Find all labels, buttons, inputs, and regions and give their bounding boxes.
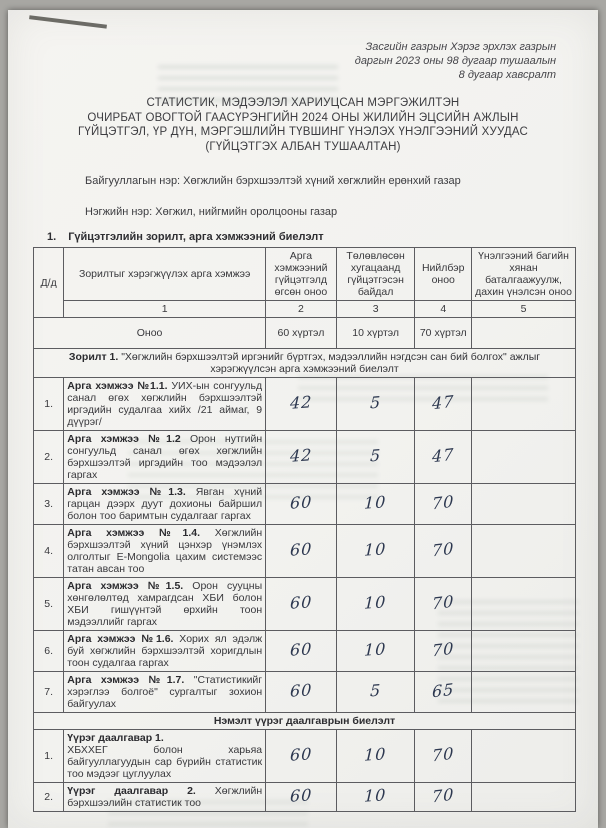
header-given-score: Арга хэмжээний гүйцэтгэлд өгсөн оноо: [266, 248, 337, 301]
handwritten-timely-score-cell: [336, 525, 415, 578]
handwritten-given-score-cell: [266, 431, 337, 484]
header-row: [34, 248, 576, 301]
header-reviewed-score: Үнэлгээний багийн хянан баталгаажуулж, дахин үнэлсэн оноо: [472, 248, 576, 301]
measure-text: Арга хэмжээ №1.3. Явган хүний гарцан дээрх дуут дохионы байршил болон тоо баримтын судалгааг гаргах: [64, 484, 266, 525]
measure-text: Арга хэмжээ №1.4. Хөгжлийн бэрхшээлтэй хүний цэнхэр үнэмлэх олголтыг E-Mongolia цахим системээс татан авсан тоо: [64, 525, 266, 578]
measure-lead: Арга хэмжээ №1.1.: [67, 380, 168, 392]
measure-lead: Арга хэмжээ №1.2: [67, 433, 181, 445]
column-number-row: [34, 301, 576, 318]
handwritten-timely-score-cell: [336, 484, 415, 525]
handwritten-timely-score: 10: [364, 492, 388, 513]
handwritten-total-score-cell: [415, 672, 472, 713]
score-row-label: Оноо: [34, 318, 266, 349]
column-number: 1: [64, 301, 266, 318]
handwritten-given-score: 60: [289, 680, 313, 701]
measure-row: [34, 783, 576, 812]
measure-row: [34, 378, 576, 431]
section-title: Гүйцэтгэлийн зорилт, арга хэмжээний биелэлт: [68, 231, 324, 243]
caption-lead: Зорилт 1.: [68, 351, 119, 363]
max-reviewed-score: [472, 318, 576, 349]
handwritten-given-score-cell: [266, 578, 337, 631]
measure-lead: Арга хэмжээ №1.5.: [67, 580, 184, 592]
measure-row: [34, 730, 576, 783]
section-1-heading: [8, 231, 598, 243]
reviewed-score-cell: [472, 783, 576, 812]
table-header: [34, 248, 576, 349]
handwritten-total-score: 65: [431, 679, 455, 702]
handwritten-timely-score-cell: [336, 431, 415, 484]
handwritten-given-score: 60: [289, 492, 313, 513]
row-number: 2.: [34, 783, 64, 812]
measure-text: Арга хэмжээ №1.2 Орон нутгийн сонгуульд санал өгөх хөгжлийн бэрхшээлтэй иргэдийн тоо мэдээлэл гаргах: [64, 431, 266, 484]
row-number: 1.: [34, 730, 64, 783]
handwritten-total-score: 70: [431, 491, 455, 514]
handwritten-total-score: 70: [431, 591, 455, 614]
handwritten-total-score-cell: [415, 578, 472, 631]
reviewed-score-cell: [472, 672, 576, 713]
header-no: Д/д: [34, 248, 64, 318]
section-caption-row: [34, 713, 576, 730]
handwritten-total-score-cell: [415, 730, 472, 783]
document-title: [8, 96, 598, 154]
max-timely-score: 10 хүртэл: [336, 318, 415, 349]
reviewed-score-cell: [472, 431, 576, 484]
handwritten-timely-score: 10: [364, 539, 388, 560]
section-number: 1.: [47, 231, 57, 243]
handwritten-timely-score: 5: [369, 445, 382, 466]
handwritten-total-score: 47: [431, 444, 455, 467]
title-line: ГҮЙЦЭТГЭЛ, ҮР ДҮН, МЭРГЭШЛИЙН ТҮВШИНГ ҮНЭЛЭХ ҮНЭЛГЭЭНИЙ ХУУДАС: [77, 126, 529, 138]
measure-text: Үүрэг даалгавар 2. Хөгжлийн бэрхшээлийн статистик тоо: [64, 783, 266, 812]
row-number: 3.: [34, 484, 64, 525]
handwritten-total-score-cell: [415, 484, 472, 525]
measure-row: [34, 578, 576, 631]
evaluation-table: [33, 247, 576, 812]
measure-lead: Арга хэмжээ №1.4.: [67, 527, 201, 539]
handwritten-given-score: 60: [289, 639, 313, 660]
paper-sheet: [8, 10, 598, 828]
measure-lead: Үүрэг даалгавар 2.: [67, 785, 196, 797]
handwritten-given-score: 60: [289, 744, 313, 765]
measure-text: Арга хэмжээ №1.6. Хорих ял эдэлж буй хөгжлийн бэрхшээлтэй хоригдлын тоон судалгаа гаргах: [64, 631, 266, 672]
column-number: 2: [266, 301, 337, 318]
handwritten-total-score-cell: [415, 631, 472, 672]
row-number: 2.: [34, 431, 64, 484]
handwritten-given-score-cell: [266, 525, 337, 578]
column-number: 5: [472, 301, 576, 318]
reviewed-score-cell: [472, 631, 576, 672]
handwritten-given-score-cell: [266, 631, 337, 672]
decree-line: Засгийн газрын Хэрэг эрхлэх газрын: [365, 41, 556, 53]
handwritten-timely-score-cell: [336, 578, 415, 631]
title-line: СТАТИСТИК, МЭДЭЭЛЭЛ ХАРИУЦСАН МЭРГЭЖИЛТЭН: [146, 97, 460, 109]
measure-text: Арга хэмжээ №1.5. Орон сууцны хөнгөлөлтөд хамрагдсан ХБИ болон ХБИ гишүүнтэй өрхийн тоон мэдээллийг гаргах: [64, 578, 266, 631]
row-number: 5.: [34, 578, 64, 631]
handwritten-timely-score-cell: [336, 730, 415, 783]
handwritten-timely-score-cell: [336, 783, 415, 812]
measure-lead: Арга хэмжээ №1.7.: [67, 674, 185, 686]
measure-text: Арга хэмжээ №1.7. "Статистикийг хэрэглээ болгоё" сургалтыг зохион байгуулах: [64, 672, 266, 713]
handwritten-timely-score: 10: [364, 592, 388, 613]
max-score-row: [34, 318, 576, 349]
decree-line: даргын 2023 оны 98 дугаар тушаалын: [354, 55, 556, 67]
reviewed-score-cell: [472, 525, 576, 578]
handwritten-timely-score: 5: [369, 680, 382, 701]
page-content: [8, 10, 598, 812]
reviewed-score-cell: [472, 378, 576, 431]
handwritten-given-score-cell: [266, 730, 337, 783]
column-number: 3: [336, 301, 415, 318]
handwritten-total-score: 70: [431, 638, 455, 661]
organization-name-line: Байгууллагын нэр: Хөгжлийн бэрхшээлтэй хүний хөгжлийн ерөнхий газар: [85, 175, 461, 187]
unit-name-line: Нэгжийн нэр: Хөгжил, нийгмийн оролцооны газар: [85, 206, 338, 218]
section-caption: Зорилт 1. "Хөгжлийн бэрхшээлтэй иргэнийг бүртгэх, мэдээллийн нэгдсэн сан бий болгох" ажлыг хэрэгжүүлсэн арга хэмжээний биелэлт: [34, 349, 576, 378]
handwritten-timely-score: 10: [364, 639, 388, 660]
column-number: 4: [415, 301, 472, 318]
handwritten-given-score: 60: [289, 539, 313, 560]
handwritten-timely-score-cell: [336, 672, 415, 713]
reviewed-score-cell: [472, 730, 576, 783]
handwritten-total-score-cell: [415, 378, 472, 431]
handwritten-total-score: 47: [431, 391, 455, 414]
measure-lead-line: [67, 732, 262, 744]
header-total-score: Нийлбэр оноо: [415, 248, 472, 301]
measure-row: [34, 672, 576, 713]
row-number: 1.: [34, 378, 64, 431]
handwritten-given-score: 42: [289, 445, 313, 466]
row-number: 7.: [34, 672, 64, 713]
measure-lead: Арга хэмжээ №1.6.: [67, 633, 174, 645]
decree-line: 8 дугаар хавсралт: [458, 69, 556, 81]
title-line: (ГҮЙЦЭТГЭХ АЛБАН ТУШААЛТАН): [205, 140, 401, 153]
measure-row: [34, 431, 576, 484]
table-body: [34, 349, 576, 812]
max-given-score: 60 хүртэл: [266, 318, 337, 349]
handwritten-total-score: 70: [431, 538, 455, 561]
row-number: 4.: [34, 525, 64, 578]
handwritten-timely-score-cell: [336, 631, 415, 672]
handwritten-given-score-cell: [266, 783, 337, 812]
reviewed-score-cell: [472, 578, 576, 631]
header-timely-score: Төлөвлөсөн хугацаанд гүйцэтгэсэн байдал: [336, 248, 415, 301]
row-number: 6.: [34, 631, 64, 672]
handwritten-given-score: 60: [289, 785, 313, 806]
handwritten-timely-score: 5: [369, 392, 382, 413]
handwritten-given-score-cell: [266, 484, 337, 525]
measure-row: [34, 525, 576, 578]
title-line: ОЧИРБАТ ОВОГТОЙ ГААСҮРЭНГИЙН 2024 ОНЫ ЖИЛИЙН ЭЦСИЙН АЖЛЫН: [87, 111, 519, 124]
max-total-score: 70 хүртэл: [415, 318, 472, 349]
handwritten-given-score: 60: [289, 592, 313, 613]
handwritten-timely-score-cell: [336, 378, 415, 431]
handwritten-total-score: 70: [431, 784, 455, 807]
measure-lead: Арга хэмжээ №1.3.: [67, 486, 186, 498]
section-caption-row: [34, 349, 576, 378]
reviewed-score-cell: [472, 484, 576, 525]
measure-row: [34, 484, 576, 525]
decree-reference: [8, 40, 556, 82]
handwritten-given-score-cell: [266, 378, 337, 431]
measure-text: Үүрэг даалгавар 1. ХБХХЕГ болон харьяа байгууллагуудын сар бүрийн статистик тоо мэдээг цуглуулах: [64, 730, 266, 783]
handwritten-timely-score: 10: [364, 744, 388, 765]
measure-lead: Үүрэг даалгавар 1.: [67, 732, 164, 744]
handwritten-given-score-cell: [266, 672, 337, 713]
handwritten-total-score: 70: [431, 743, 455, 766]
measure-text: Арга хэмжээ №1.1. УИХ-ын сонгуульд санал өгөх хөгжлийн бэрхшээлтэй иргэдийн судалгаа хийх /21 аймаг, 9 дүүрэг/: [64, 378, 266, 431]
handwritten-total-score-cell: [415, 783, 472, 812]
handwritten-total-score-cell: [415, 525, 472, 578]
measure-row: [34, 631, 576, 672]
header-measure: Зорилтыг хэрэгжүүлэх арга хэмжээ: [64, 248, 266, 301]
handwritten-timely-score: 10: [364, 785, 388, 806]
handwritten-given-score: 42: [289, 392, 313, 413]
section-caption: Нэмэлт үүрэг даалгаврын биелэлт: [34, 713, 576, 730]
handwritten-total-score-cell: [415, 431, 472, 484]
